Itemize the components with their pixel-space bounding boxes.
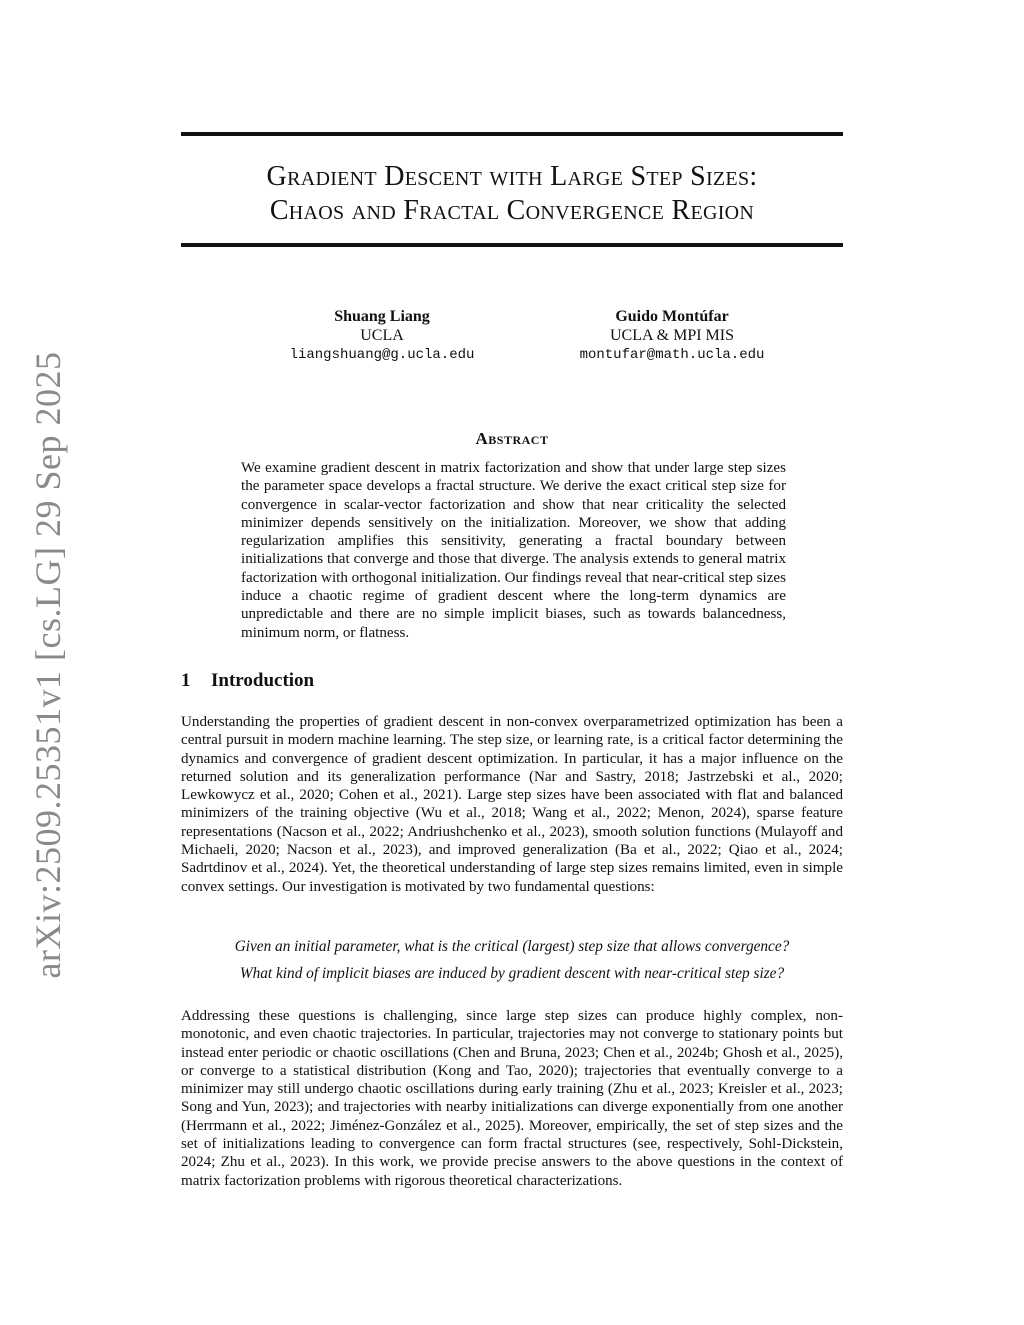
author-email[interactable]: liangshuang@g.ucla.edu — [289, 347, 475, 363]
title-line-2: Chaos and Fractal Convergence Region — [269, 195, 755, 226]
abstract-text: We examine gradient descent in matrix factorization and show that under large step sizes the parameter space develops a fractal structure. We derive the exact critical step size for convergence in scalar-vector factorization and show that near criticality the selected minimizer depends sensitively on the initialization. Moreover, we show that adding regularization amplifies this sensitivity, generating a fractal boundary between initializations that converge and those that diverge. The analysis extends to general matrix factorization with orthogonal initialization. Our findings reveal that near-critical step sizes induce a chaotic regime of gradient descent where the long-term dynamics are unpredictable and there are no simple implicit biases, such as towards balancedness, minimum norm, or flatness. — [241, 460, 786, 641]
author-1 — [267, 307, 497, 365]
arxiv-identifier-stamp: arXiv:2509.25351v1 [cs.LG] 29 Sep 2025 — [28, 351, 68, 979]
author-name: Guido Montúfar — [615, 308, 729, 325]
title-bottom-rule — [181, 243, 843, 247]
research-question-2: What kind of implicit biases are induced by gradient descent with near-critical step size? — [239, 965, 785, 982]
research-question-1: Given an initial parameter, what is the critical (largest) step size that allows convergence? — [234, 938, 790, 955]
author-affiliation: UCLA & MPI MIS — [609, 327, 735, 344]
author-affiliation: UCLA — [360, 327, 404, 344]
author-name: Shuang Liang — [334, 308, 430, 325]
intro-paragraph-2: Addressing these questions is challenging, since large step sizes can produce highly complex, non-monotonic, and even chaotic trajectories. In particular, trajectories may not converge to stationary points but instead enter periodic or chaotic oscillations (Chen and Bruna, 2023; Chen et al., 2024b; Ghosh et al., 2025), or converge to a statistical distribution (Kong and Tao, 2020); trajectories that eventually converge to a minimizer may still undergo chaotic oscillations during early training (Zhu et al., 2023; Kreisler et al., 2023; Song and Yun, 2023); and trajectories with nearby initializations can diverge exponentially from one another (Herrmann et al., 2022; Jiménez-González et al., 2025). Moreover, empirically, the set of step sizes and the set of initializations leading to convergence can form fractal structures (see, respectively, Sohl-Dickstein, 2024; Zhu et al., 2023). In this work, we provide precise answers to the above questions in the context of matrix factorization problems with rigorous theoretical characterizations. — [181, 1008, 843, 1189]
abstract-heading: Abstract — [475, 429, 549, 448]
title-top-rule — [181, 132, 843, 136]
author-block — [181, 307, 843, 367]
author-email[interactable]: montufar@math.ucla.edu — [579, 347, 765, 363]
section-number: 1 — [181, 670, 191, 691]
section-title: Introduction — [211, 670, 315, 691]
paper-title — [181, 160, 843, 228]
intro-paragraph-1: Understanding the properties of gradient descent in non-convex overparametrized optimization has been a central pursuit in modern machine learning. The step size, or learning rate, is a critical factor determining the dynamics and convergence of gradient descent optimization. In particular, it has a major influence on the returned solution and its generalization performance (Nar and Sastry, 2018; Jastrzebski et al., 2020; Lewkowycz et al., 2020; Cohen et al., 2021). Large step sizes have been associated with flat and balanced minimizers of the training objective (Wu et al., 2018; Wang et al., 2022; Menon, 2024), sparse feature representations (Nacson et al., 2022; Andriushchenko et al., 2023), smooth solution functions (Mulayoff and Michaeli, 2020; Nacson et al., 2023), and improved generalization (Ba et al., 2022; Qiao et al., 2024; Sadrtdinov et al., 2024). Yet, the theoretical understanding of large step sizes remains limited, even in simple convex settings. Our investigation is motivated by two fundamental questions: — [181, 714, 843, 895]
title-line-1: Gradient Descent with Large Step Sizes: — [266, 161, 758, 192]
section-heading-introduction — [181, 670, 314, 692]
author-2 — [547, 307, 797, 365]
